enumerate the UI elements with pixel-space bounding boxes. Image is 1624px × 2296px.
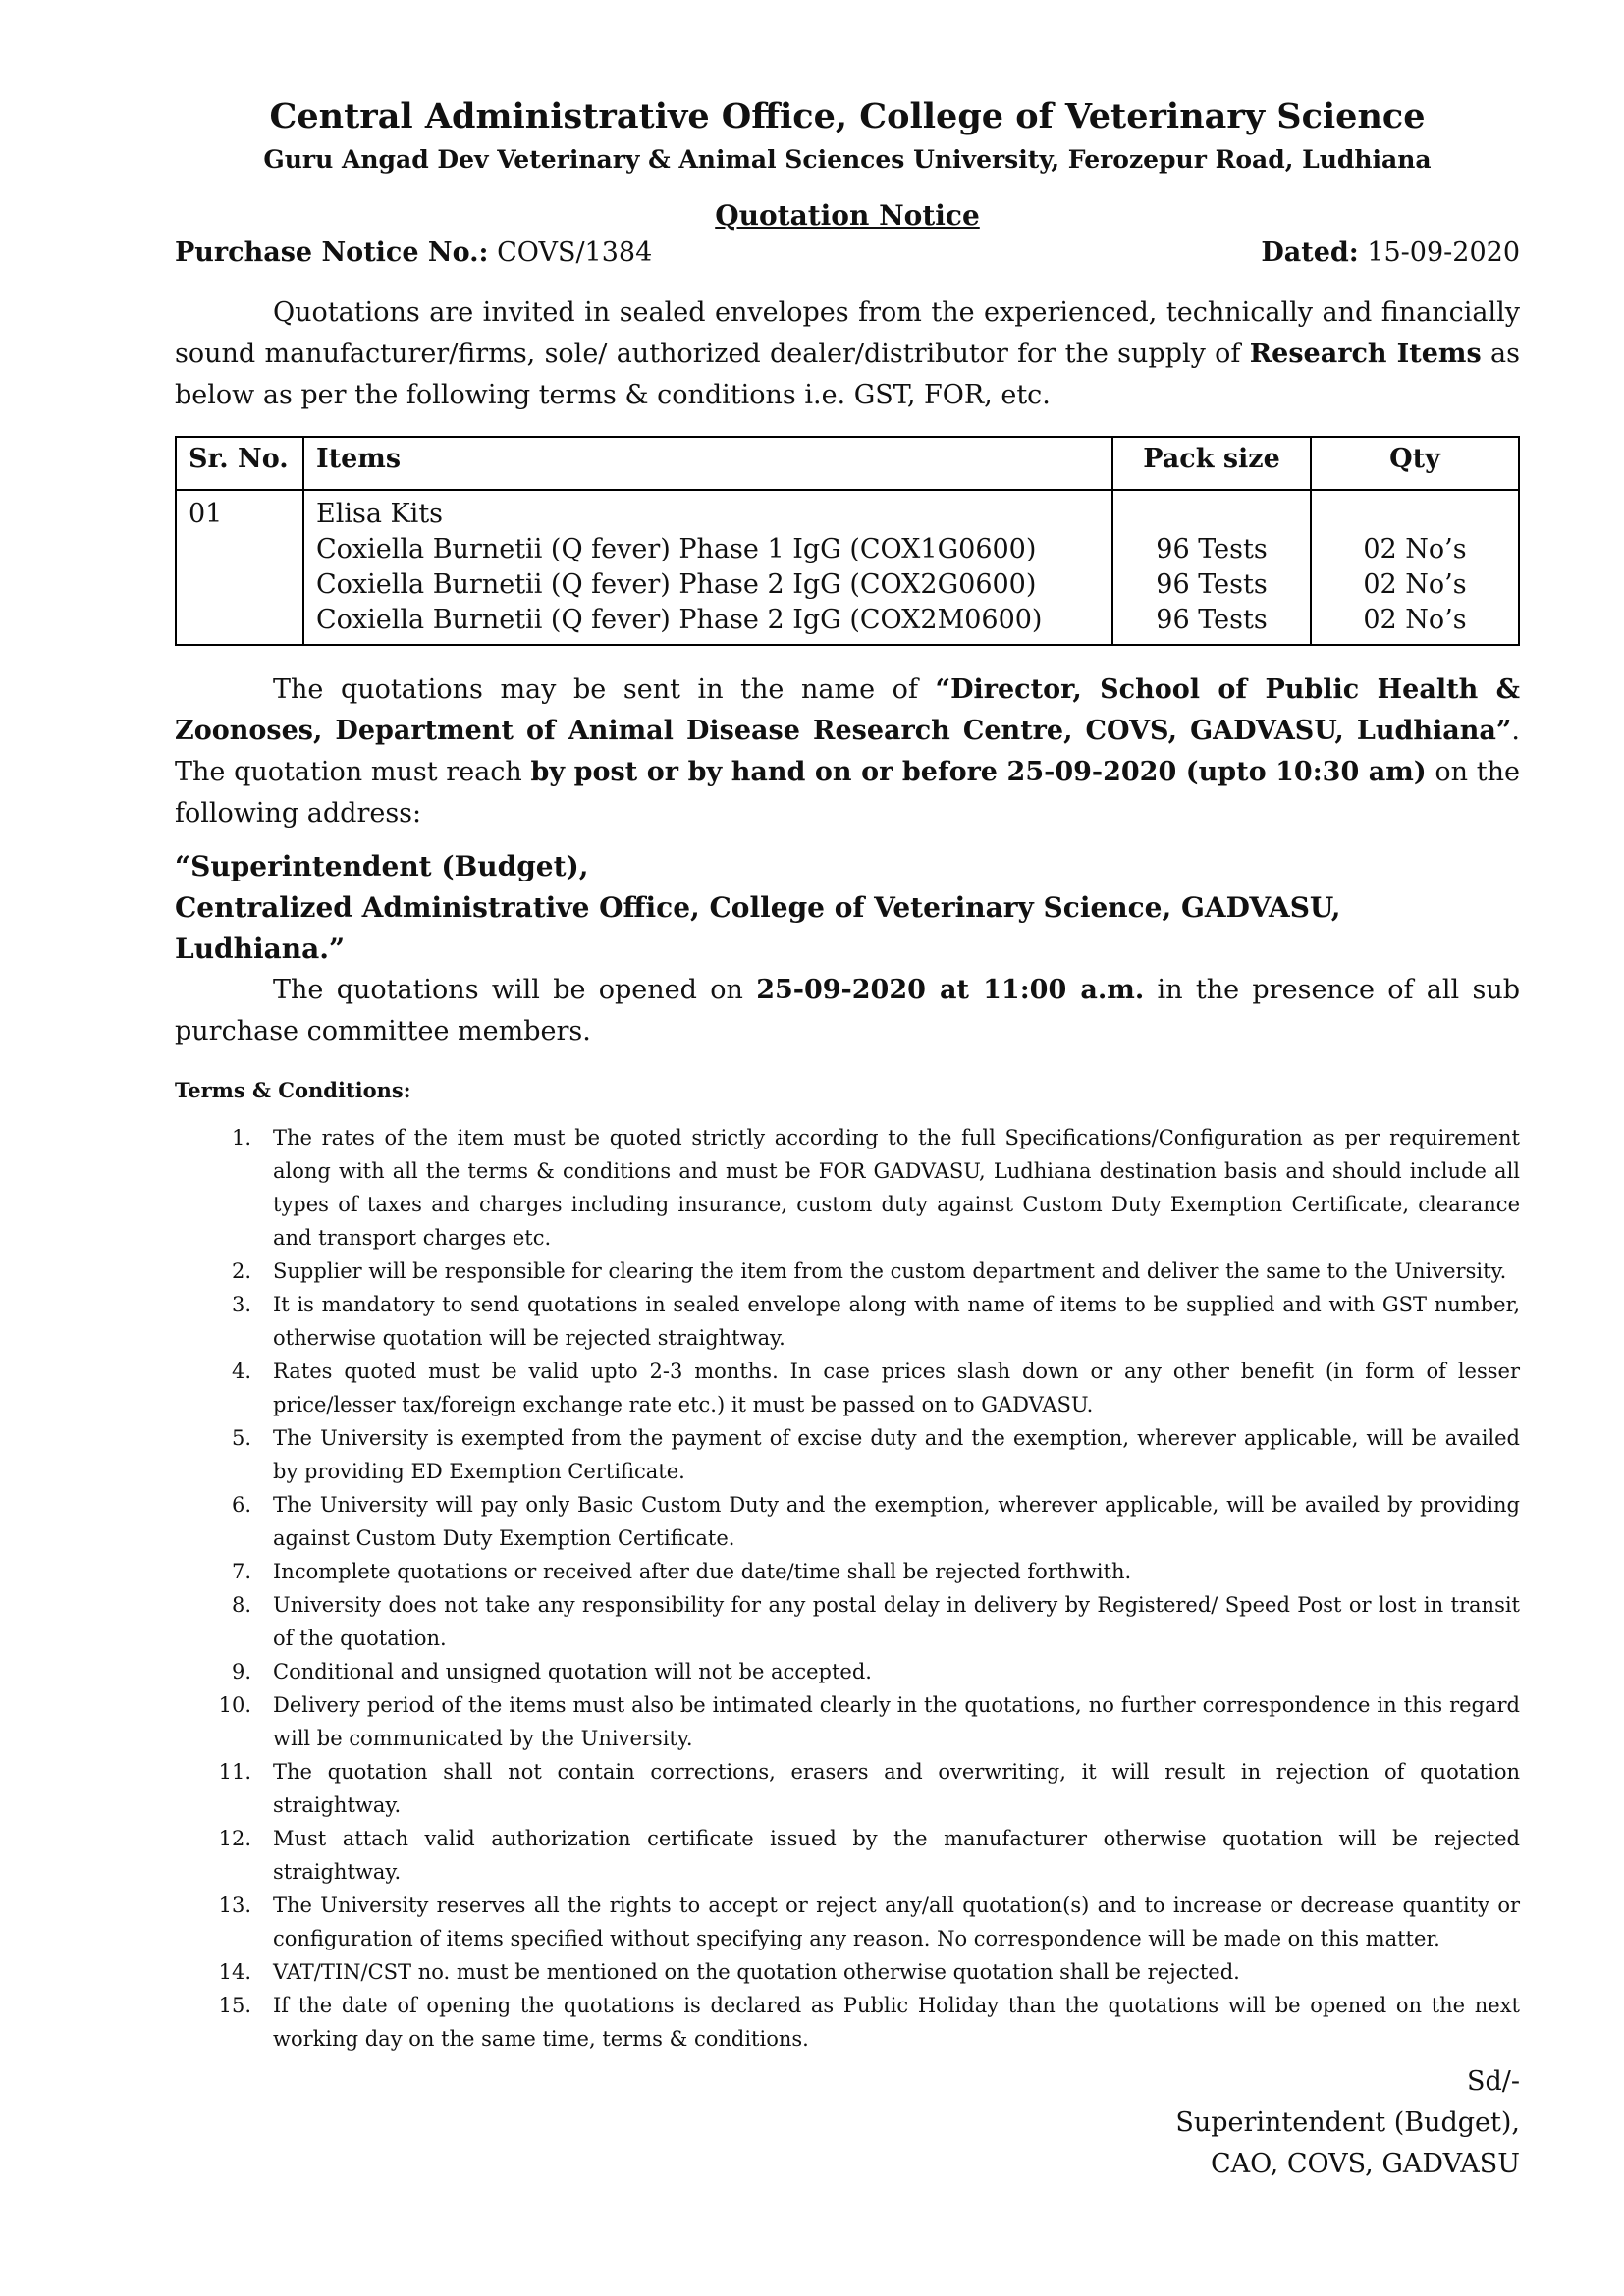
dated-label: Dated: — [1261, 238, 1359, 268]
term-text: It is mandatory to send quotations in sealed envelope along with name of items to be supplied and with GST number, otherwise quotation will be rejected straightway. — [273, 1293, 1520, 1350]
signature-sd: Sd/- — [1467, 2066, 1520, 2097]
term-text: Supplier will be responsible for clearing the item from the custom department and deliver the same to the University. — [273, 1259, 1507, 1283]
office-title: Central Administrative Office, College of Veterinary Science — [269, 96, 1426, 136]
term-text: Conditional and unsigned quotation will not be accepted. — [273, 1660, 872, 1683]
list-item — [175, 1989, 1520, 2056]
term-number: 1. — [231, 1126, 251, 1149]
submission-text-b: . The quotation must reach — [175, 716, 1520, 787]
dated-value: 15-09-2020 — [1367, 238, 1520, 268]
notice-meta — [175, 236, 1520, 271]
notice-page — [175, 94, 1520, 2056]
term-number: 11. — [218, 1760, 251, 1784]
cell-items — [303, 490, 1112, 645]
notice-date — [1261, 236, 1520, 271]
term-number: 9. — [231, 1660, 251, 1683]
signature-block — [1175, 2061, 1520, 2185]
submission-addressee: “Director, School of Public Health & Zoonoses, Department of Animal Disease Research Centre, COVS, GADVASU, Ludhiana” — [175, 674, 1520, 746]
item-line: Coxiella Burnetii (Q fever) Phase 2 IgG (COX2G0600) — [316, 569, 1037, 600]
list-item — [175, 1421, 1520, 1488]
header-items: Items — [303, 437, 1112, 490]
opening-paragraph — [175, 970, 1520, 1052]
term-number: 15. — [218, 1994, 251, 2017]
intro-text-bold: Research Items — [1249, 339, 1482, 369]
pack-size-value: 96 Tests — [1156, 534, 1268, 564]
qty-value: 02 No’s — [1363, 569, 1467, 600]
items-table — [175, 436, 1520, 646]
term-text: Rates quoted must be valid upto 2-3 months. In case prices slash down or any other benefit (in form of lesser price/lesser tax/foreign exchange rate etc.) it must be passed on to GADVASU. — [273, 1360, 1520, 1416]
table-header-row — [176, 437, 1519, 490]
terms-heading: Terms & Conditions: — [175, 1078, 411, 1102]
term-number: 14. — [218, 1960, 251, 1984]
term-number: 3. — [231, 1293, 251, 1316]
university-subtitle: Guru Angad Dev Veterinary & Animal Sciences University, Ferozepur Road, Ludhiana — [263, 145, 1432, 174]
list-item — [175, 1488, 1520, 1555]
signature-office: CAO, COVS, GADVASU — [1210, 2149, 1520, 2179]
term-number: 4. — [231, 1360, 251, 1383]
pack-size-value: 96 Tests — [1156, 605, 1268, 635]
list-item — [175, 1755, 1520, 1822]
term-text: VAT/TIN/CST no. must be mentioned on the quotation otherwise quotation shall be rejected. — [273, 1960, 1240, 1984]
term-number: 5. — [231, 1426, 251, 1450]
item-line: Coxiella Burnetii (Q fever) Phase 2 IgG (COX2M0600) — [316, 605, 1043, 635]
submission-deadline: by post or by hand on or before 25-09-2020 (upto 10:30 am) — [530, 757, 1427, 787]
list-item — [175, 1655, 1520, 1688]
qty-value: 02 No’s — [1363, 605, 1467, 635]
address-line-1: “Superintendent (Budget), — [175, 850, 589, 882]
term-text: The University will pay only Basic Custom Duty and the exemption, wherever applicable, will be availed by providing against Custom Duty Exemption Certificate. — [273, 1493, 1520, 1550]
list-item — [175, 1121, 1520, 1255]
term-number: 12. — [218, 1827, 251, 1850]
intro-paragraph — [175, 293, 1520, 416]
list-item — [175, 1688, 1520, 1755]
item-group-label: Elisa Kits — [316, 499, 444, 529]
header-pack-size: Pack size — [1112, 437, 1311, 490]
opening-text-a: The quotations will be opened on — [273, 975, 757, 1005]
term-number: 8. — [231, 1593, 251, 1617]
list-item — [175, 1822, 1520, 1889]
cell-sr-no — [176, 490, 303, 645]
purchase-notice — [175, 236, 652, 271]
list-item — [175, 1588, 1520, 1655]
header-qty: Qty — [1311, 437, 1519, 490]
opening-datetime: 25-09-2020 at 11:00 a.m. — [756, 975, 1145, 1005]
notice-heading: Quotation Notice — [715, 199, 980, 232]
list-item — [175, 1255, 1520, 1288]
qty-value: 02 No’s — [1363, 534, 1467, 564]
term-text: The quotation shall not contain corrections, erasers and overwriting, it will result in rejection of quotation straightway. — [273, 1760, 1520, 1817]
terms-list — [175, 1121, 1520, 2056]
address-line-2: Centralized Administrative Office, College of Veterinary Science, GADVASU, Ludhiana.” — [175, 891, 1341, 965]
submission-text-c: on the following address: — [175, 757, 1521, 828]
list-item — [175, 1889, 1520, 1955]
header-sr-no: Sr. No. — [176, 437, 303, 490]
pack-size-value: 96 Tests — [1156, 569, 1268, 600]
cell-pack-size — [1112, 490, 1311, 645]
term-text: If the date of opening the quotations is declared as Public Holiday than the quotations will be opened on the next working day on the same time, terms & conditions. — [273, 1994, 1520, 2051]
term-text: Delivery period of the items must also be intimated clearly in the quotations, no further correspondence in this regard will be communicated by the University. — [273, 1693, 1520, 1750]
item-line: Coxiella Burnetii (Q fever) Phase 1 IgG (COX1G0600) — [316, 534, 1037, 564]
term-text: University does not take any responsibility for any postal delay in delivery by Registered/ Speed Post or lost in transit of the quotation. — [273, 1593, 1520, 1650]
cell-qty — [1311, 490, 1519, 645]
term-number: 6. — [231, 1493, 251, 1517]
term-number: 7. — [231, 1560, 251, 1583]
intro-text-before: Quotations are invited in sealed envelopes from the experienced, technically and financially sound manufacturer/firms, sole/ authorized dealer/distributor for the supply of — [175, 297, 1520, 369]
term-number: 2. — [231, 1259, 251, 1283]
intro-text-after: as below as per the following terms & conditions i.e. GST, FOR, etc. — [175, 339, 1520, 410]
list-item — [175, 1355, 1520, 1421]
term-text: Must attach valid authorization certificate issued by the manufacturer otherwise quotation will be rejected straightway. — [273, 1827, 1520, 1884]
term-number: 13. — [218, 1894, 251, 1917]
opening-text-b: in the presence of all sub purchase committee members. — [175, 975, 1521, 1046]
submission-text-a: The quotations may be sent in the name of — [273, 674, 936, 705]
list-item — [175, 1555, 1520, 1588]
term-text: Incomplete quotations or received after due date/time shall be rejected forthwith. — [273, 1560, 1132, 1583]
spacer — [1324, 497, 1506, 532]
purchase-notice-label: Purchase Notice No.: — [175, 238, 489, 268]
submission-paragraph — [175, 669, 1520, 834]
spacer — [1125, 497, 1298, 532]
term-number: 10. — [218, 1693, 251, 1717]
sr-no-value: 01 — [189, 499, 223, 529]
purchase-notice-value: COVS/1384 — [497, 238, 653, 268]
term-text: The rates of the item must be quoted strictly according to the full Specifications/Configuration as per requirement along with all the terms & conditions and must be FOR GADVASU, Ludhiana destination basis and should include all types of taxes and charges including insurance, custom duty against Custom Duty Exemption Certificate, clearance and transport charges etc. — [273, 1126, 1520, 1250]
table-row — [176, 490, 1519, 645]
term-text: The University reserves all the rights to accept or reject any/all quotation(s) and to increase or decrease quantity or configuration of items specified without specifying any reason. No correspondence will be made on this matter. — [273, 1894, 1520, 1950]
signature-title: Superintendent (Budget), — [1175, 2108, 1520, 2138]
term-text: The University is exempted from the payment of excise duty and the exemption, wherever applicable, will be availed by providing ED Exemption Certificate. — [273, 1426, 1520, 1483]
list-item — [175, 1288, 1520, 1355]
list-item — [175, 1955, 1520, 1989]
